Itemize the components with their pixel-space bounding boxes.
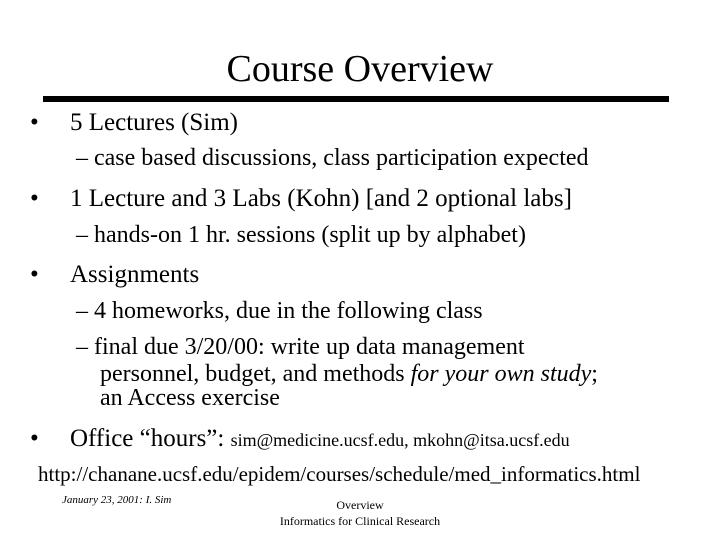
bullet-text: 5 Lectures (Sim) bbox=[70, 109, 239, 136]
bullet-assignments bbox=[30, 260, 199, 290]
slide-title: Course Overview bbox=[226, 48, 494, 90]
sub-bullet-final bbox=[76, 334, 525, 360]
sub-bullet-text: hands-on 1 hr. sessions (split up by alphabet) bbox=[94, 222, 526, 248]
sub-bullet-hands-on bbox=[76, 222, 526, 248]
dash-icon: – bbox=[76, 222, 88, 248]
sub-bullet-final-continuation bbox=[100, 362, 598, 386]
bullet-text: Office “hours”: bbox=[70, 425, 231, 452]
bullet-labs bbox=[30, 184, 572, 214]
continuation-text: personnel, budget, and methods bbox=[100, 361, 411, 387]
office-hours-emails: sim@medicine.ucsf.edu, mkohn@itsa.ucsf.edu bbox=[230, 430, 570, 450]
continuation-text: an Access exercise bbox=[100, 385, 280, 411]
bullet-icon: • bbox=[30, 185, 39, 212]
sub-bullet-text: final due 3/20/00: write up data management bbox=[94, 334, 525, 360]
bullet-icon: • bbox=[30, 425, 39, 452]
sub-bullet-case-discussions bbox=[76, 145, 589, 171]
sub-bullet-homeworks bbox=[76, 298, 483, 324]
title-divider bbox=[43, 96, 669, 102]
dash-icon: – bbox=[76, 334, 88, 360]
sub-bullet-text: case based discussions, class participation expected bbox=[94, 145, 589, 171]
continuation-italic-text: for your own study bbox=[410, 361, 592, 387]
bullet-icon: • bbox=[30, 261, 39, 288]
bullet-lectures bbox=[30, 108, 238, 138]
footer-date-author: January 23, 2001: I. Sim bbox=[62, 494, 172, 506]
sub-bullet-final-continuation-2 bbox=[100, 386, 280, 410]
dash-icon: – bbox=[76, 298, 88, 324]
bullet-office-hours bbox=[30, 424, 570, 455]
dash-icon: – bbox=[76, 145, 88, 171]
footer-course-name: Informatics for Clinical Research bbox=[279, 514, 441, 528]
sub-bullet-text: 4 homeworks, due in the following class bbox=[94, 298, 483, 324]
footer-overview: Overview bbox=[336, 498, 384, 512]
bullet-text: Assignments bbox=[70, 261, 200, 288]
footer-center bbox=[240, 497, 480, 529]
bullet-text: 1 Lecture and 3 Labs (Kohn) [and 2 optional labs] bbox=[70, 185, 572, 212]
bullet-icon: • bbox=[30, 109, 39, 136]
course-schedule-url: http://chanane.ucsf.edu/epidem/courses/schedule/med_informatics.html bbox=[38, 462, 641, 486]
continuation-punctuation: ; bbox=[591, 361, 598, 387]
